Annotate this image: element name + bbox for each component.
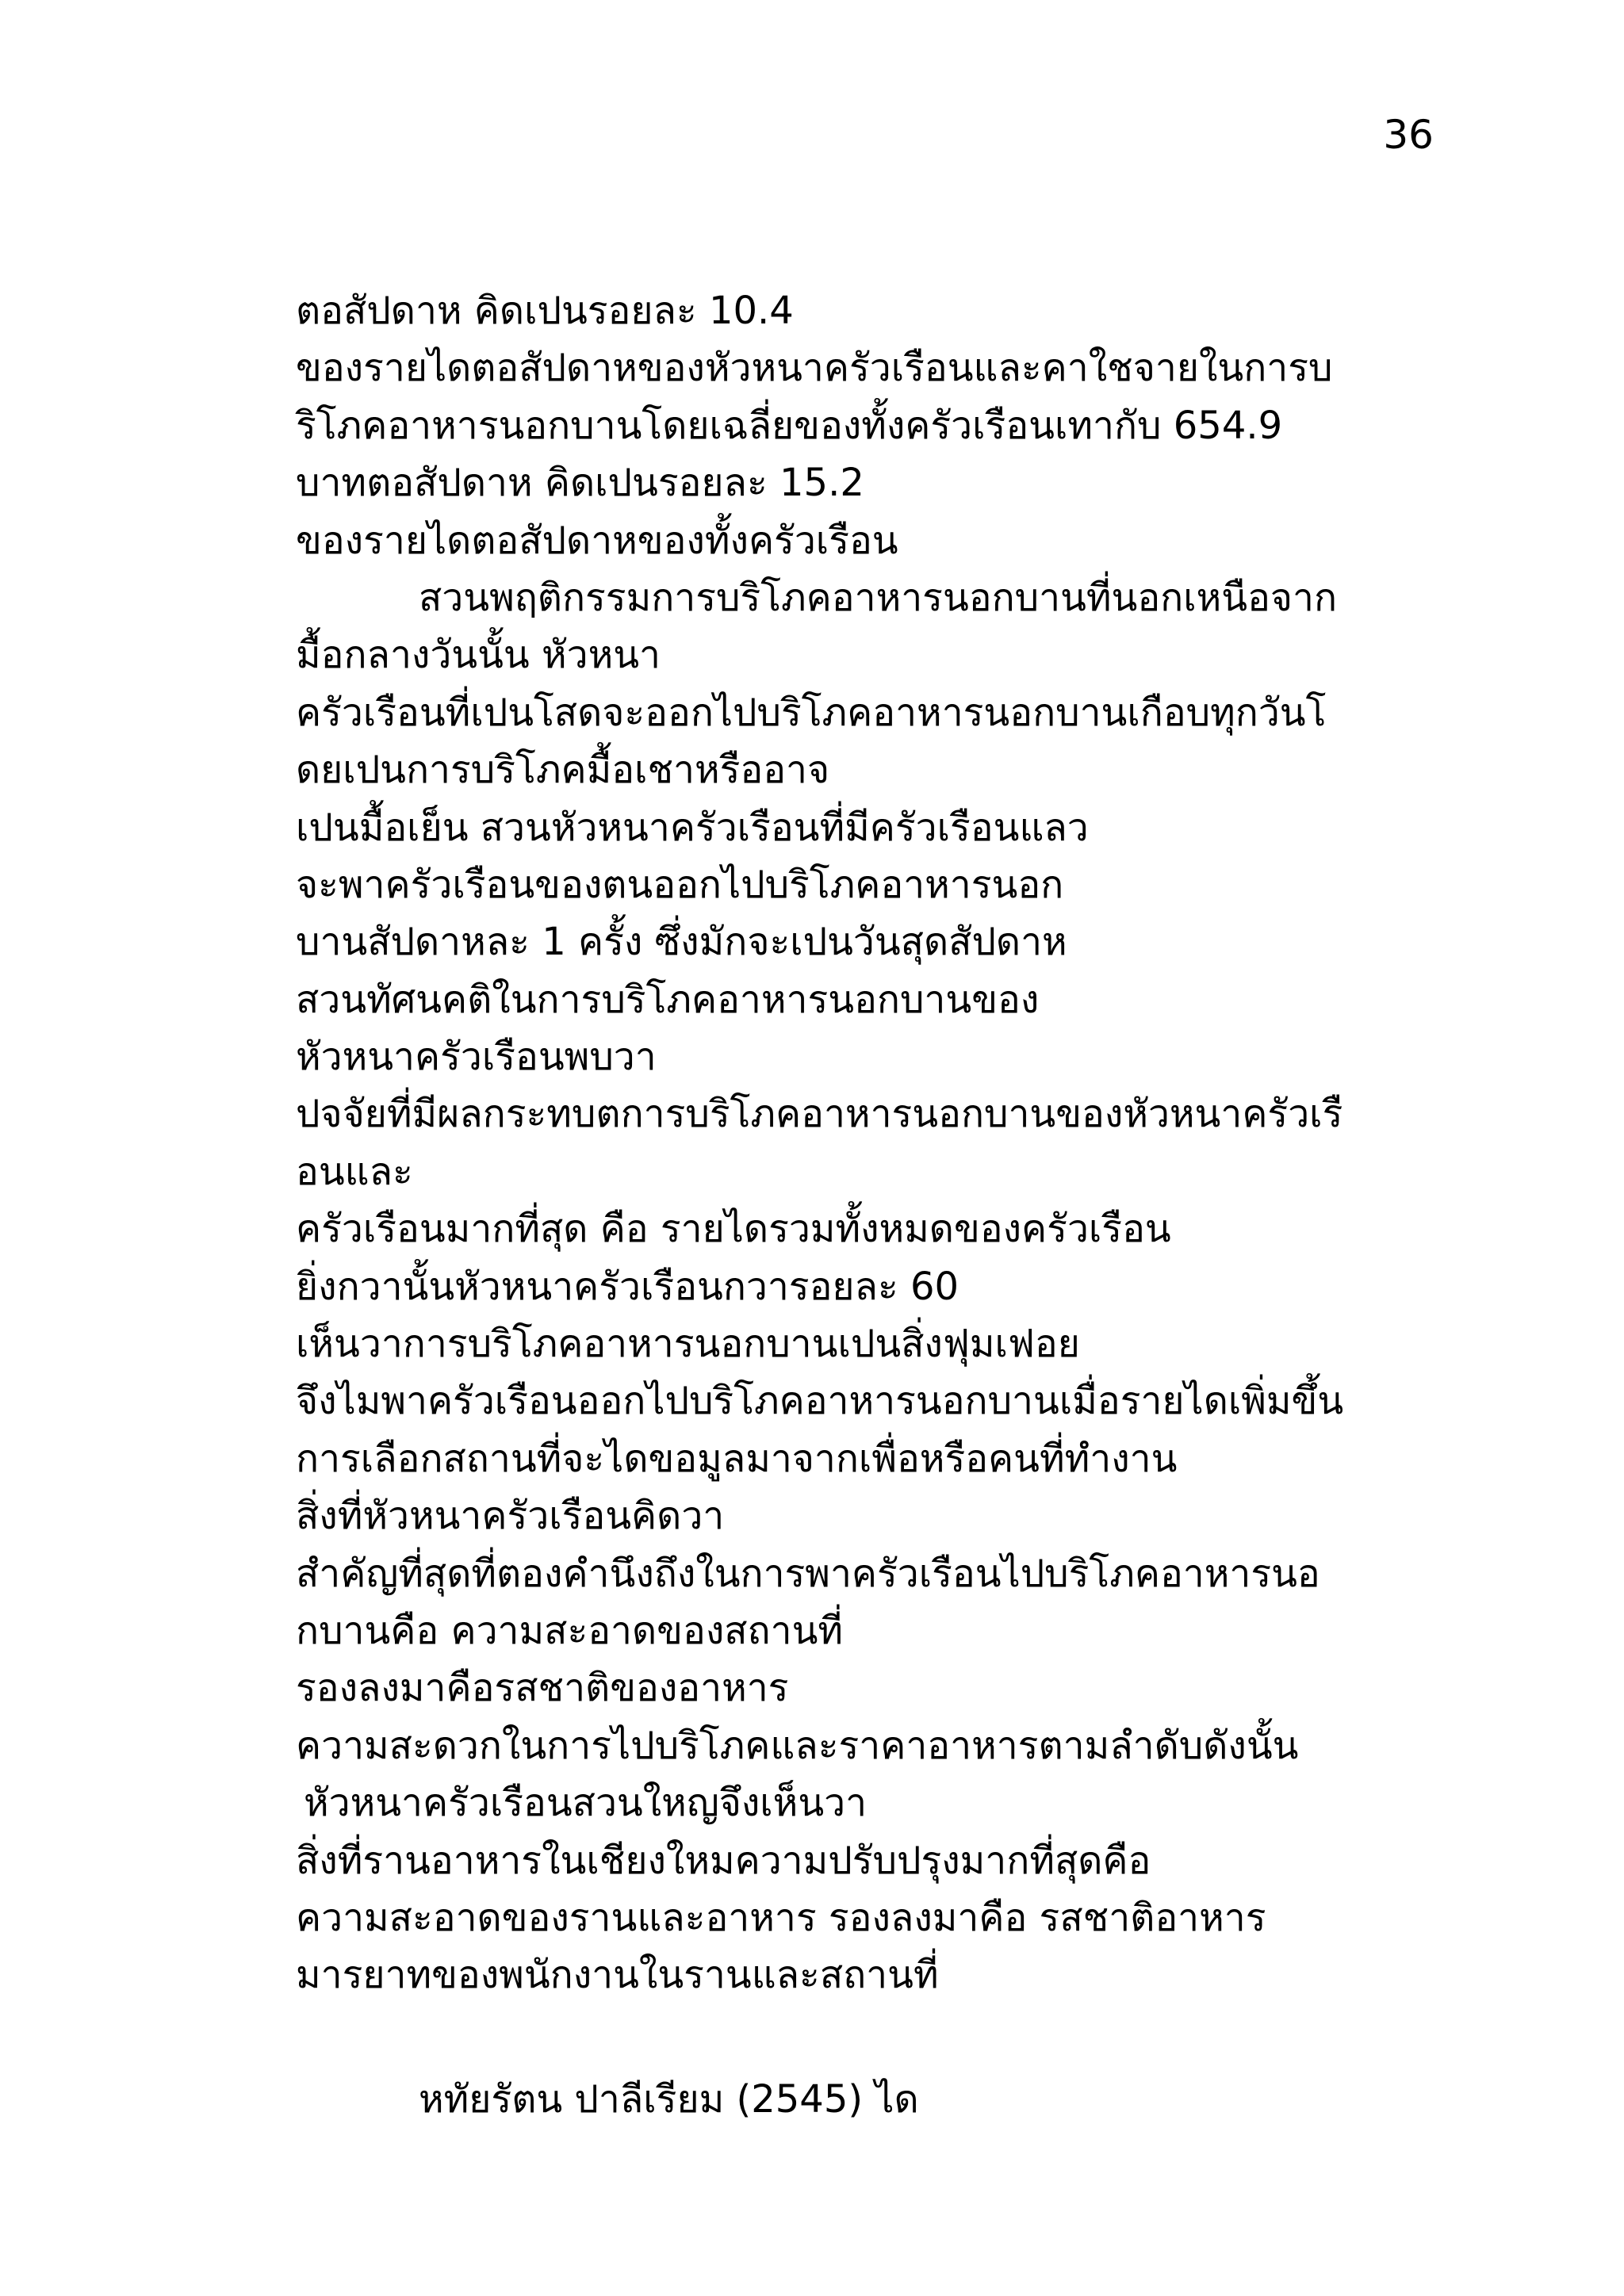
text-line: รองลงมาคือรสชาติของอาหาร	[296, 1666, 789, 1711]
text-line: หัวหนาครัวเรือนสวนใหญจึงเห็นวา	[304, 1781, 868, 1826]
text-line: เห็นวาการบริโภคอาหารนอกบานเปนสิ่งฟุมเฟอย	[296, 1322, 1080, 1367]
text-line: จึงไมพาครัวเรือนออกไปบริโภคอาหารนอกบานเมื่อรายไดเพิ่มขึ้น	[296, 1379, 1344, 1424]
text-line: ของรายไดตอสัปดาหของหัวหนาครัวเรือนและคาใชจายในการบ	[296, 346, 1333, 391]
text-line: ความสะดวกในการไปบริโภคและราคาอาหารตามลำดับดังนั้น	[296, 1723, 1299, 1768]
text-line: ครัวเรือนที่เปนโสดจะออกไปบริโภคอาหารนอกบานเกือบทุกวันโ	[296, 690, 1327, 735]
text-line: เปนมื้อเย็น สวนหัวหนาครัวเรือนที่มีครัวเรือนแลว	[296, 805, 1089, 850]
text-line: สำคัญที่สุดที่ตองคำนึงถึงในการพาครัวเรือนไปบริโภคอาหารนอ	[296, 1551, 1320, 1596]
text-line: อนและ	[296, 1149, 413, 1194]
text-line: หัวหนาครัวเรือนพบวา	[296, 1035, 657, 1080]
text-line: จะพาครัวเรือนของตนออกไปบริโภคอาหารนอก	[296, 862, 1064, 907]
text-line: มารยาทของพนักงานในรานและสถานที่	[296, 1953, 939, 1998]
text-line: ยิ่งกวานั้นหัวหนาครัวเรือนกวารอยละ 60	[296, 1264, 959, 1309]
text-line: ครัวเรือนมากที่สุด คือ รายไดรวมทั้งหมดของครัวเรือน	[296, 1207, 1171, 1252]
text-line: ริโภคอาหารนอกบานโดยเฉลี่ยของทั้งครัวเรือนเทากับ 654.9	[296, 403, 1283, 448]
next-paragraph-start: หทัยรัตน ปาลีเรียม (2545) ได	[419, 2077, 919, 2122]
page-number: 36	[1383, 112, 1434, 158]
body-text	[296, 282, 1454, 2004]
text-line: กบานคือ ความสะอาดของสถานที่	[296, 1608, 844, 1653]
text-line: ปจจัยที่มีผลกระทบตการบริโภคอาหารนอกบานของหัวหนาครัวเรื	[296, 1092, 1343, 1137]
text-line: ความสะอาดของรานและอาหาร รองลงมาคือ รสชาติอาหาร	[296, 1895, 1266, 1940]
text-line: ดยเปนการบริโภคมื้อเชาหรืออาจ	[296, 748, 830, 793]
text-line: สวนทัศนคติในการบริโภคอาหารนอกบานของ	[296, 977, 1040, 1022]
text-line: สิ่งที่รานอาหารในเชียงใหมความปรับปรุงมากที่สุดคือ	[296, 1838, 1151, 1883]
paragraph-start-line: สวนพฤติกรรมการบริโภคอาหารนอกบานที่นอกเหนือจาก	[419, 575, 1338, 620]
text-line: บาทตอสัปดาห คิดเปนรอยละ 15.2	[296, 461, 864, 506]
text-line: บานสัปดาหละ 1 ครั้ง ซึ่งมักจะเปนวันสุดสัปดาห	[296, 920, 1067, 965]
text-line: ของรายไดตอสัปดาหของทั้งครัวเรือน	[296, 518, 898, 563]
text-line: มื้อกลางวันนั้น หัวหนา	[296, 633, 661, 678]
text-line: สิ่งที่หัวหนาครัวเรือนคิดวา	[296, 1494, 725, 1539]
text-line: ตอสัปดาห คิดเปนรอยละ 10.4	[296, 289, 794, 333]
text-line: การเลือกสถานที่จะไดขอมูลมาจากเพื่อหรือคนที่ทำงาน	[296, 1436, 1178, 1481]
